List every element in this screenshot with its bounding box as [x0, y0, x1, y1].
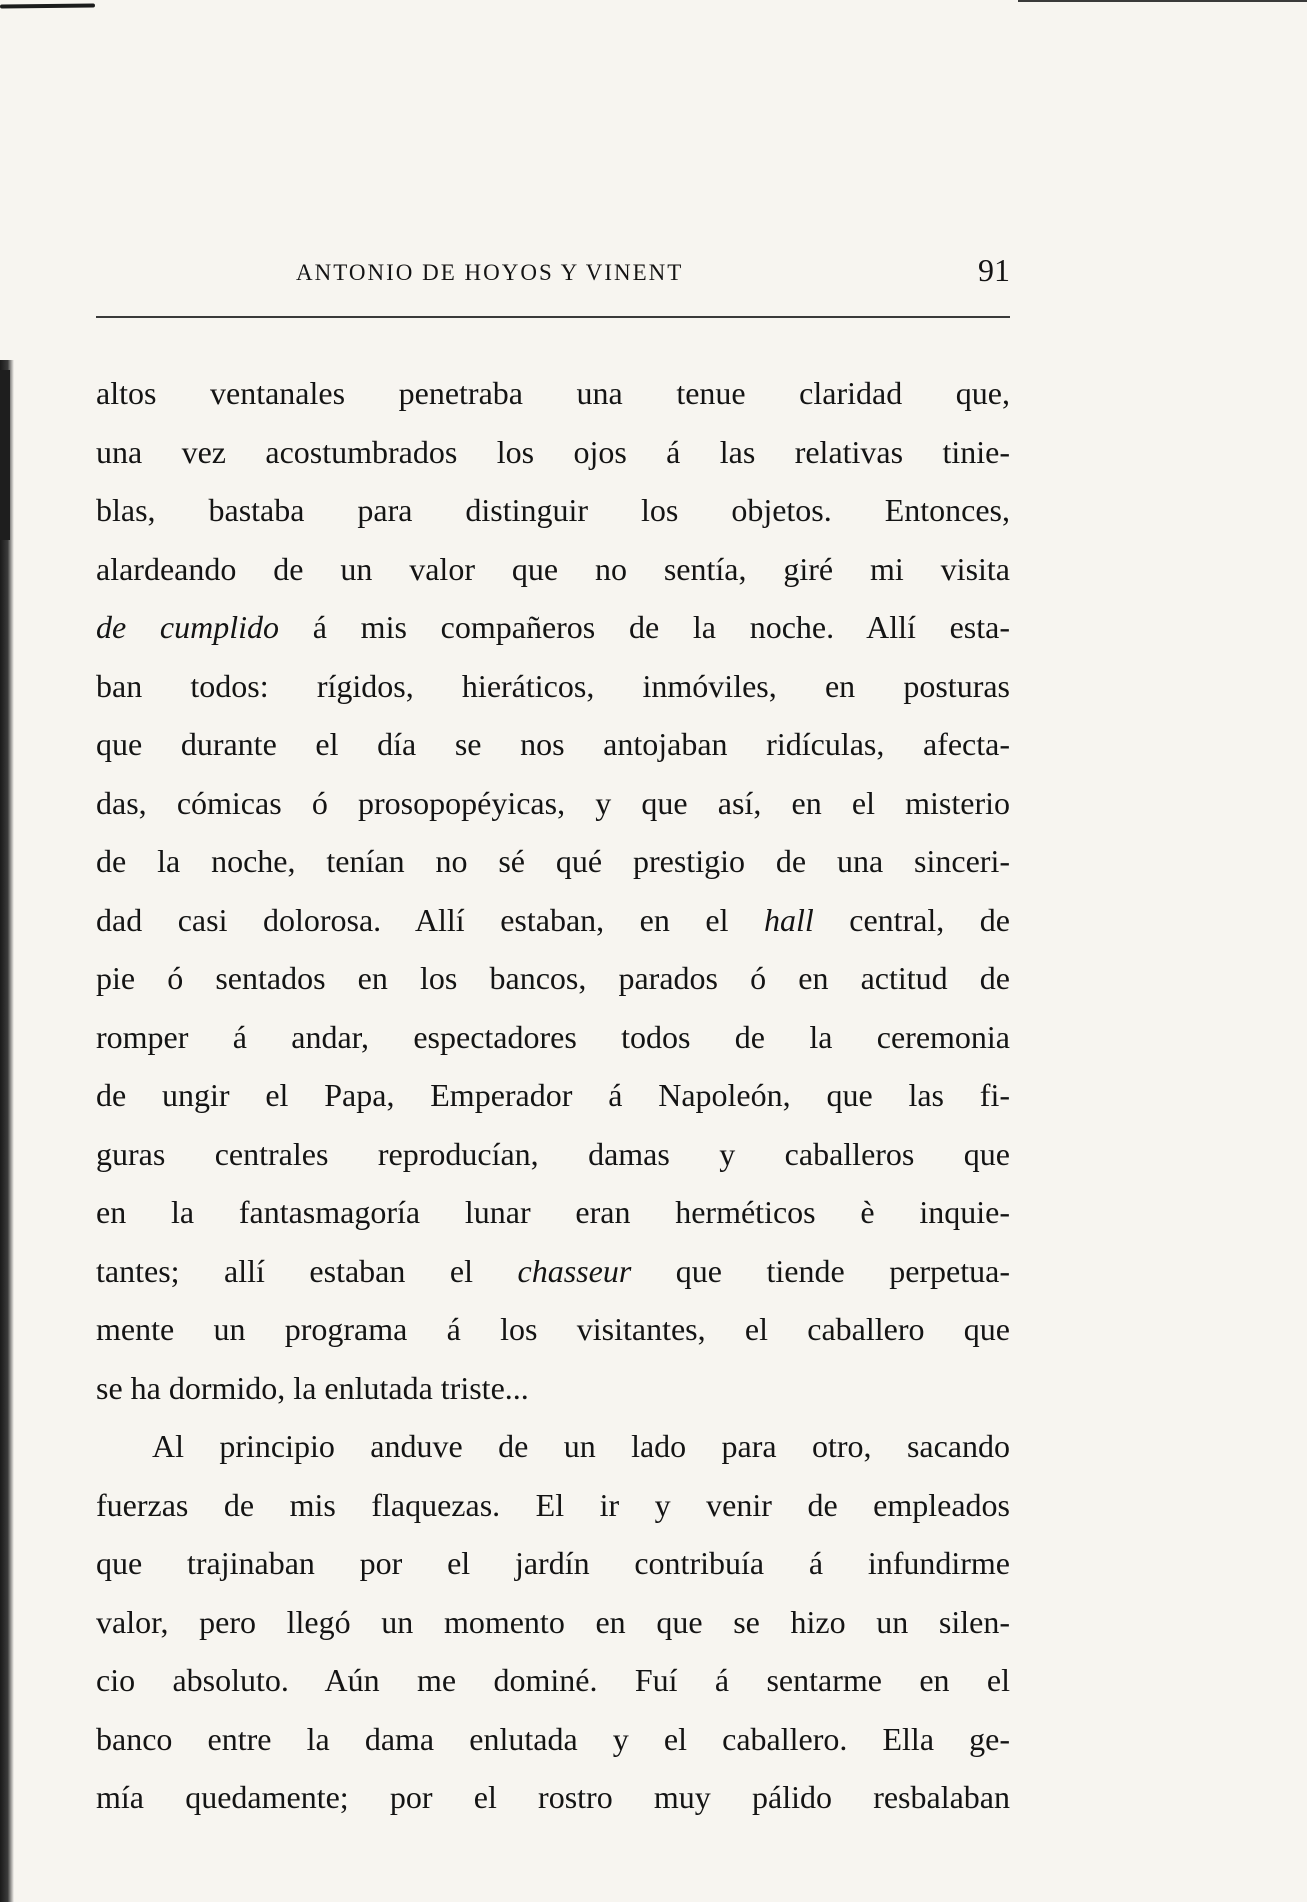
text-line: banco entre la dama enlutada y el caballero. Ella ge- [96, 1720, 1010, 1757]
italic-word: hall [763, 901, 814, 938]
text-line: valor, pero llegó un momento en que se hizo un silen- [96, 1603, 1010, 1640]
italic-word: chasseur [517, 1252, 632, 1289]
text-line: Al principio anduve de un lado para otro, sacando [152, 1428, 1010, 1464]
text-line: das, cómicas ó prosopopéyicas, y que así, en el misterio [96, 784, 1010, 821]
running-header [96, 252, 1010, 292]
text-line: mía quedamente; por el rostro muy pálido resbalaban [96, 1779, 1010, 1815]
text-line: alardeando de un valor que no sentía, giré mi visita [96, 550, 1010, 587]
text-line: tantes; allí estaban el chasseur que tiende perpetua- [96, 1252, 1011, 1289]
scan-artifact-left-edge [0, 360, 14, 1902]
text-line: de ungir el Papa, Emperador á Napoleón, que las fi- [96, 1077, 1010, 1113]
text-line: de cumplido á mis compañeros de la noche. Allí esta- [96, 609, 1011, 645]
body-text [96, 364, 1010, 1827]
scan-artifact-left-edge-dark [0, 370, 10, 540]
text-line: se ha dormido, la enlutada triste... [96, 1369, 529, 1406]
text-line: en la fantasmagoría lunar eran herméticos è inquie- [96, 1194, 1010, 1230]
scan-artifact-top-right [1018, 0, 1307, 2]
text-line: que durante el día se nos antojaban ridículas, afecta- [96, 726, 1010, 762]
text-line: una vez acostumbrados los ojos á las relativas tinie- [96, 433, 1010, 470]
italic-phrase: de cumplido [96, 609, 280, 645]
text-line: fuerzas de mis flaquezas. El ir y venir de empleados [96, 1486, 1010, 1523]
text-line: romper á andar, espectadores todos de la ceremonia [96, 1018, 1010, 1055]
running-title: ANTONIO DE HOYOS Y VINENT [296, 260, 684, 285]
text-line: mente un programa á los visitantes, el caballero que [96, 1311, 1010, 1347]
header-rule [96, 316, 1010, 318]
text-line: de la noche, tenían no sé qué prestigio de una sinceri- [96, 843, 1010, 879]
text-line: que trajinaban por el jardín contribuía á infundirme [96, 1545, 1010, 1581]
text-line: dad casi dolorosa. Allí estaban, en el hall central, de [96, 901, 1011, 938]
text-line: ban todos: rígidos, hieráticos, inmóviles, en posturas [96, 667, 1010, 704]
page-number: 91 [978, 252, 1010, 288]
text-line: guras centrales reproducían, damas y caballeros que [96, 1135, 1010, 1172]
text-line: blas, bastaba para distinguir los objetos. Entonces, [96, 492, 1010, 528]
text-line: pie ó sentados en los bancos, parados ó en actitud de [96, 960, 1010, 996]
text-line: altos ventanales penetraba una tenue claridad que, [96, 375, 1010, 411]
scan-artifact-top-left [0, 4, 95, 9]
text-line: cio absoluto. Aún me dominé. Fuí á sentarme en el [96, 1662, 1010, 1698]
